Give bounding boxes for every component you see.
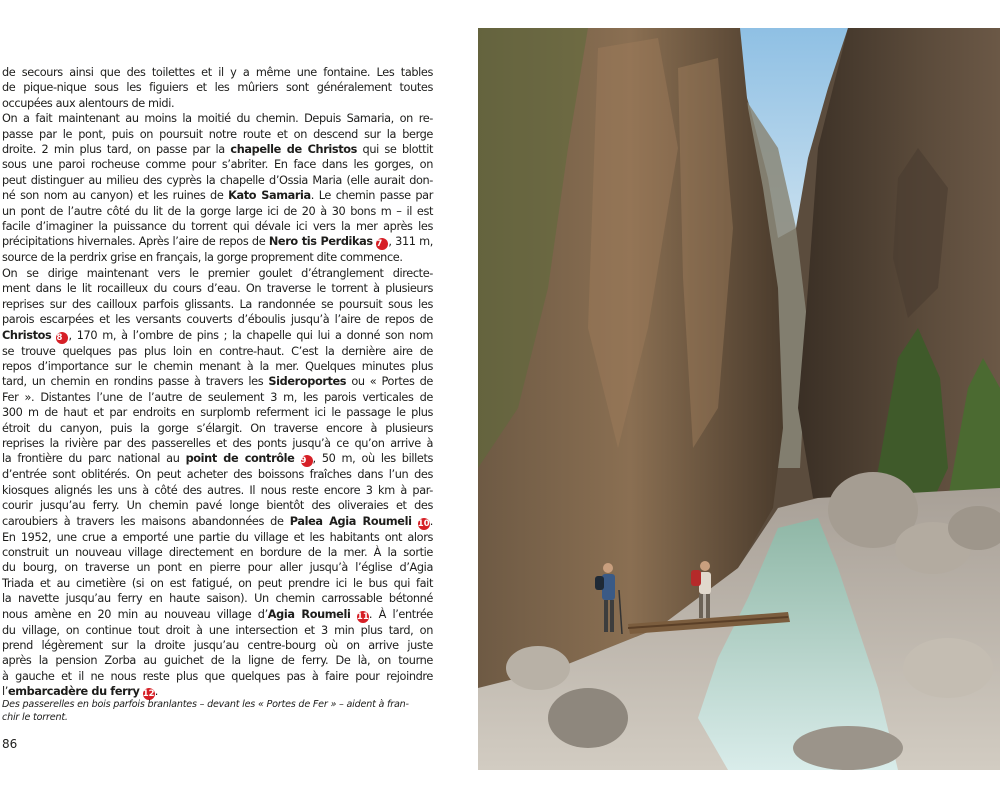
text-line <box>2 328 433 344</box>
place-name: embarcadère du ferry <box>7 685 140 699</box>
text-line <box>2 498 433 513</box>
text-run: On se dirige maintenant vers le premier goulet d’étranglement directe- <box>2 266 433 280</box>
text-run: étroit du canyon, puis la gorge s’élargit. On traverse encore à plusieurs <box>2 421 433 435</box>
place-name: Sideroportes <box>268 375 347 389</box>
text-line <box>2 312 433 327</box>
text-run: source de la perdrix grise en français, la gorge proprement dite commence. <box>2 251 403 265</box>
waypoint-badge: 8 <box>56 332 68 344</box>
text-line <box>2 545 433 560</box>
text-run: reprises sur des cailloux parfois glissants. La randonnée se poursuit sous les <box>2 297 433 311</box>
text-run: la frontière du parc national au <box>2 452 186 466</box>
text-run: l’ <box>2 685 8 699</box>
text-line <box>2 80 433 95</box>
text-run: d’entrée sont oblitérés. On peut acheter des boissons fraîches dans l’un des <box>2 468 433 482</box>
text-run: Fer ». Distantes l’une de l’autre de seulement 3 m, les parois verticales de <box>2 390 433 404</box>
place-name: Palea Agia Roumeli <box>289 514 412 528</box>
text-line <box>2 623 433 638</box>
text-line <box>2 173 433 188</box>
text-line <box>2 359 433 374</box>
text-run: caroubiers à travers les maisons abandonnées de <box>2 514 290 528</box>
text-run: On a fait maintenant au moins la moitié du chemin. Depuis Samaria, on re- <box>2 112 433 126</box>
text-run: . <box>429 514 433 528</box>
text-run: un pont de l’autre côté du lit de la gorge large ici de 20 à 30 bons m – il est <box>2 204 433 218</box>
waypoint-badge: 10 <box>417 518 430 529</box>
text-line <box>2 560 433 575</box>
text-line <box>2 250 433 265</box>
text-line <box>2 483 433 498</box>
text-run: à gauche et il ne nous reste plus que quelques pas à faire pour rejoindre <box>2 669 433 683</box>
text-run: repos d’importance sur le chemin menant à la mer. Quelques minutes plus <box>2 359 433 373</box>
body-text <box>2 65 433 700</box>
text-run <box>412 515 418 528</box>
text-run: . <box>154 685 158 699</box>
text-run: se trouve quelques pas plus loin en contre-haut. C’est la dernière aire de <box>2 344 433 358</box>
text-run: après la pension Zorba au guichet de la ligne de ferry. De là, on tourne <box>2 654 433 668</box>
text-run: En 1952, une crue a emporté une partie du village et les habitants ont alors <box>2 530 433 544</box>
text-line <box>2 421 433 436</box>
text-run: né son nom au canyon) et les ruines de <box>2 189 229 203</box>
text-line <box>2 390 433 405</box>
page-number: 86 <box>2 737 18 751</box>
text-run: du village, on continue tout droit à une intersection et 3 min plus tard, on <box>2 623 433 637</box>
place-name: Kato Samaria <box>228 189 311 203</box>
paragraph <box>2 266 433 700</box>
text-line <box>2 669 433 684</box>
paragraph <box>2 65 433 111</box>
text-run: de pique-nique sous les figuiers et les mûriers sont généralement toutes <box>2 81 433 95</box>
text-line <box>2 451 433 467</box>
text-line <box>2 281 433 296</box>
text-run: , 170 m, à l’ombre de pins ; la chapelle qui lui a donné son nom <box>68 328 433 342</box>
text-run: nous amène en 20 min au nouveau village d’ <box>2 607 268 621</box>
text-line <box>2 96 433 111</box>
text-run: reprises la rivière par des passerelles et des ponts jusqu’à ce qu’on arrive à <box>2 436 433 450</box>
text-line <box>2 142 433 157</box>
paragraph <box>2 111 433 266</box>
text-run: courir jusqu’au ferry. Un chemin pavé longe bientôt des oliveraies et des <box>2 499 433 513</box>
waypoint-badge: 11 <box>356 611 369 622</box>
caption-line-1: Des passerelles en bois parfois branlantes – devant les « Portes de Fer » – aident à fran- <box>2 699 409 710</box>
text-run: du bourg, on traverse un pont en pierre pour aller jusqu’à l’église d’Agia <box>2 561 433 575</box>
text-line <box>2 576 433 591</box>
text-run: sous une paroi rocheuse comme pour s’abriter. En face dans les gorges, on <box>2 158 433 172</box>
text-run: droite. 2 min plus tard, on passe par la <box>2 143 231 157</box>
text-run: facile d’imaginer la puissance du torrent qui dévale ici vers la mer après les <box>2 220 433 234</box>
text-run: Triada et au cimetière (si on est fatigué, on peut prendre ici le bus qui fait <box>2 576 433 590</box>
text-run <box>294 452 300 465</box>
text-run: ou « Portes de <box>346 375 433 389</box>
text-run: tard, un chemin en rondins passe à travers les <box>2 375 269 389</box>
text-line <box>2 530 433 545</box>
text-line <box>2 653 433 668</box>
text-run: précipitations hivernales. Après l’aire de repos de <box>2 235 269 249</box>
text-line <box>2 266 433 281</box>
text-run: , 311 m, <box>388 235 433 249</box>
place-name: chapelle de Christos <box>230 143 357 157</box>
place-name: point de contrôle <box>185 452 295 466</box>
text-line <box>2 219 433 234</box>
waypoint-badge: 12 <box>142 689 155 700</box>
caption-line-2: chir le torrent. <box>2 712 68 723</box>
text-line <box>2 127 433 142</box>
text-run: passe par le pont, puis on poursuit notre route et on descend sur la berge <box>2 127 433 141</box>
text-run: la navette jusqu’au ferry en haute saison). Un chemin carrossable bétonné <box>2 592 433 606</box>
place-name: Agia Roumeli <box>267 607 351 621</box>
text-line <box>2 436 433 451</box>
text-line <box>2 514 433 530</box>
text-run: prend légèrement sur la droite jusqu’au centre-bourg où on arrive juste <box>2 639 433 652</box>
text-run: kiosques alignés les uns à côté des autres. Il nous reste encore 3 km à par- <box>2 483 433 497</box>
text-line <box>2 638 433 653</box>
text-line <box>2 607 433 623</box>
text-run: occupées aux alentours de midi. <box>2 96 175 110</box>
text-run: qui se blottit <box>356 143 434 157</box>
text-run: peut distinguer au milieu des cyprès la chapelle d’Ossia Maria (elle aurait don- <box>2 173 433 187</box>
text-line <box>2 188 433 203</box>
text-run: ment dans le lit rocailleux du cours d’eau. On traverse le torrent à plusieurs <box>2 282 433 296</box>
text-line <box>2 405 433 420</box>
text-line <box>2 234 433 250</box>
text-run: . À l’entrée <box>368 607 433 621</box>
text-run: , 50 m, où les billets <box>312 452 433 466</box>
text-run: construit un nouveau village directement en bordure de la mer. À la sortie <box>2 545 433 559</box>
text-run: . Le chemin passe par <box>310 189 433 203</box>
place-name: Nero tis Perdikas <box>268 235 373 249</box>
text-line <box>2 157 433 172</box>
text-run: parois escarpées et les versants couverts d’éboulis jusqu’à l’aire de repos de <box>2 313 433 327</box>
text-line <box>2 467 433 482</box>
waypoint-badge: 7 <box>376 238 388 250</box>
text-line <box>2 204 433 219</box>
text-line <box>2 297 433 312</box>
text-run <box>350 608 356 621</box>
text-line <box>2 111 433 126</box>
gorge-photo <box>478 28 1000 770</box>
photo-caption <box>2 698 430 724</box>
place-name: Christos <box>2 328 52 342</box>
waypoint-badge: 9 <box>301 455 313 467</box>
text-line <box>2 374 433 389</box>
text-line <box>2 344 433 359</box>
text-run: 300 m de haut et par endroits en surplomb referment ici le passage le plus <box>2 406 433 420</box>
text-line <box>2 591 433 606</box>
text-run: de secours ainsi que des toilettes et il y a même une fontaine. Les tables <box>2 66 433 79</box>
gorge-illustration <box>478 28 1000 770</box>
text-line <box>2 65 433 80</box>
